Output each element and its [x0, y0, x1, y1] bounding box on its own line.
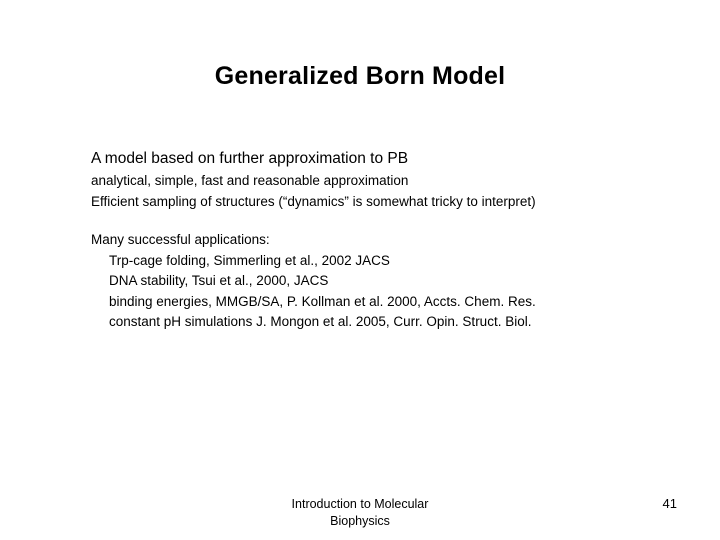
intro-heading: A model based on further approximation to PB	[91, 150, 409, 167]
applications-heading: Many successful applications:	[91, 232, 270, 247]
page-number: 41	[662, 496, 677, 511]
intro-point: analytical, simple, fast and reasonable approximation	[91, 173, 409, 188]
footer-line: Introduction to Molecular	[291, 497, 429, 511]
application-item: DNA stability, Tsui et al., 2000, JACS	[109, 273, 329, 288]
section-spacer	[91, 212, 691, 230]
application-item: binding energies, MMGB/SA, P. Kollman et al. 2000, Accts. Chem. Res.	[109, 293, 536, 309]
applications-section	[91, 230, 691, 333]
footer-course-title	[260, 496, 460, 530]
footer-line: Biophysics	[330, 514, 390, 528]
intro-point: Efficient sampling of structures (“dynamics” is somewhat tricky to interpret)	[91, 194, 536, 209]
application-item: constant pH simulations J. Mongon et al. 2005, Curr. Opin. Struct. Biol.	[109, 314, 532, 329]
slide-body	[91, 148, 691, 333]
slide-title: Generalized Born Model	[214, 62, 506, 90]
application-item: Trp-cage folding, Simmerling et al., 2002 JACS	[109, 252, 390, 268]
